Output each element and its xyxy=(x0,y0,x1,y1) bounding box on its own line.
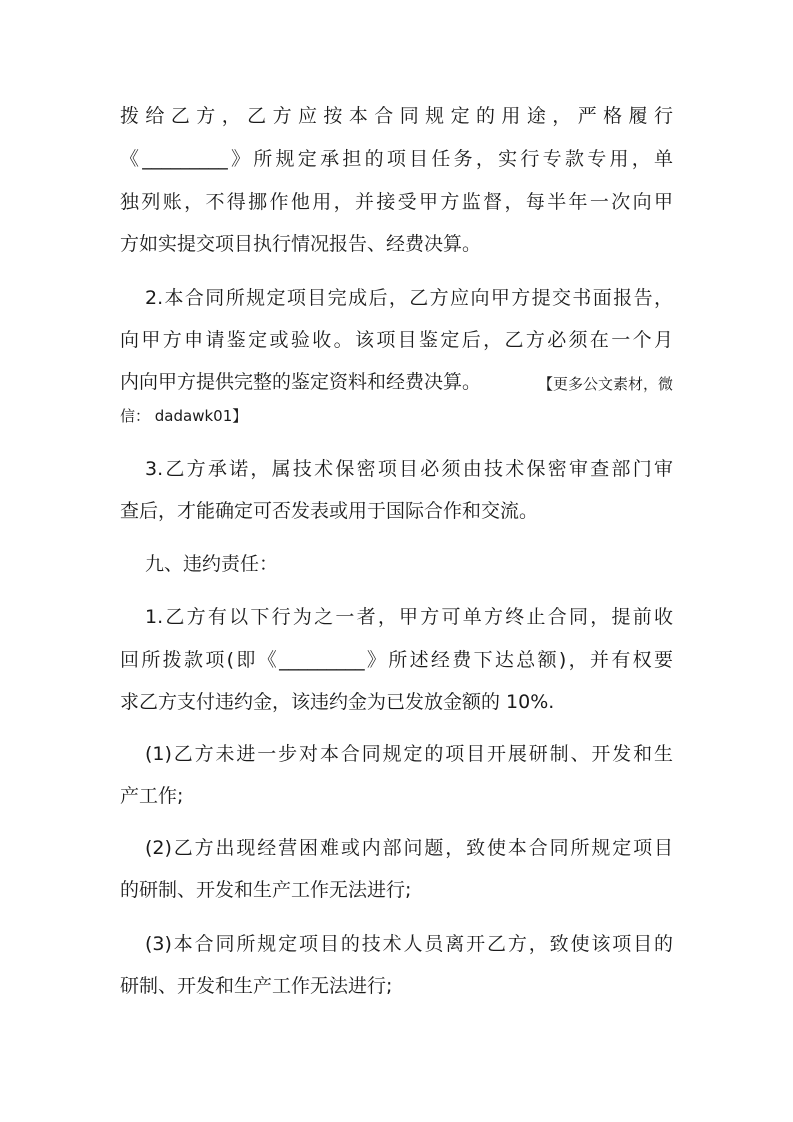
list-item-line: 的研制、开发和生产工作无法进行; xyxy=(120,879,412,901)
promo-note-continued: 信： dadawk01】 xyxy=(120,407,248,425)
paragraph-line: 回所拨款项(即《_________》所述经费下达总额)，并有权要 xyxy=(120,649,673,671)
list-item-line: (1)乙方未进一步对本合同规定的项目开展研制、开发和生 xyxy=(145,743,673,765)
paragraph-line: 拨给乙方，乙方应按本合同规定的用途，严格履行 xyxy=(120,105,673,127)
paragraph-line: 查后，才能确定可否发表或用于国际合作和交流。 xyxy=(120,500,539,522)
paragraph-line: 方如实提交项目执行情况报告、经费决算。 xyxy=(120,233,482,255)
paragraph-line: 向甲方申请鉴定或验收。该项目鉴定后，乙方必须在一个月 xyxy=(120,329,673,351)
paragraph-line: 求乙方支付违约金，该违约金为已发放金额的 10%. xyxy=(120,691,555,713)
paragraph-line: 《_________》所规定承担的项目任务，实行专款专用，单 xyxy=(120,148,673,170)
list-item-line: (2)乙方出现经营困难或内部问题，致使本合同所规定项目 xyxy=(145,837,673,859)
paragraph-line: 3.乙方承诺，属技术保密项目必须由技术保密审查部门审 xyxy=(145,458,673,480)
paragraph-line: 独列账，不得挪作他用，并接受甲方监督，每半年一次向甲 xyxy=(120,191,673,213)
paragraph-line: 1.乙方有以下行为之一者，甲方可单方终止合同，提前收 xyxy=(145,606,673,628)
promo-note: 【更多公文素材，微 xyxy=(537,375,673,393)
list-item-line: 研制、开发和生产工作无法进行; xyxy=(120,975,393,997)
section-heading: 九、违约责任： xyxy=(145,553,279,575)
paragraph-line: 2.本合同所规定项目完成后，乙方应向甲方提交书面报告， xyxy=(145,287,673,309)
list-item-line: (3)本合同所规定项目的技术人员离开乙方，致使该项目的 xyxy=(145,933,673,955)
paragraph-line: 内向甲方提供完整的鉴定资料和经费决算。 xyxy=(120,371,482,393)
list-item-line: 产工作; xyxy=(120,785,184,807)
